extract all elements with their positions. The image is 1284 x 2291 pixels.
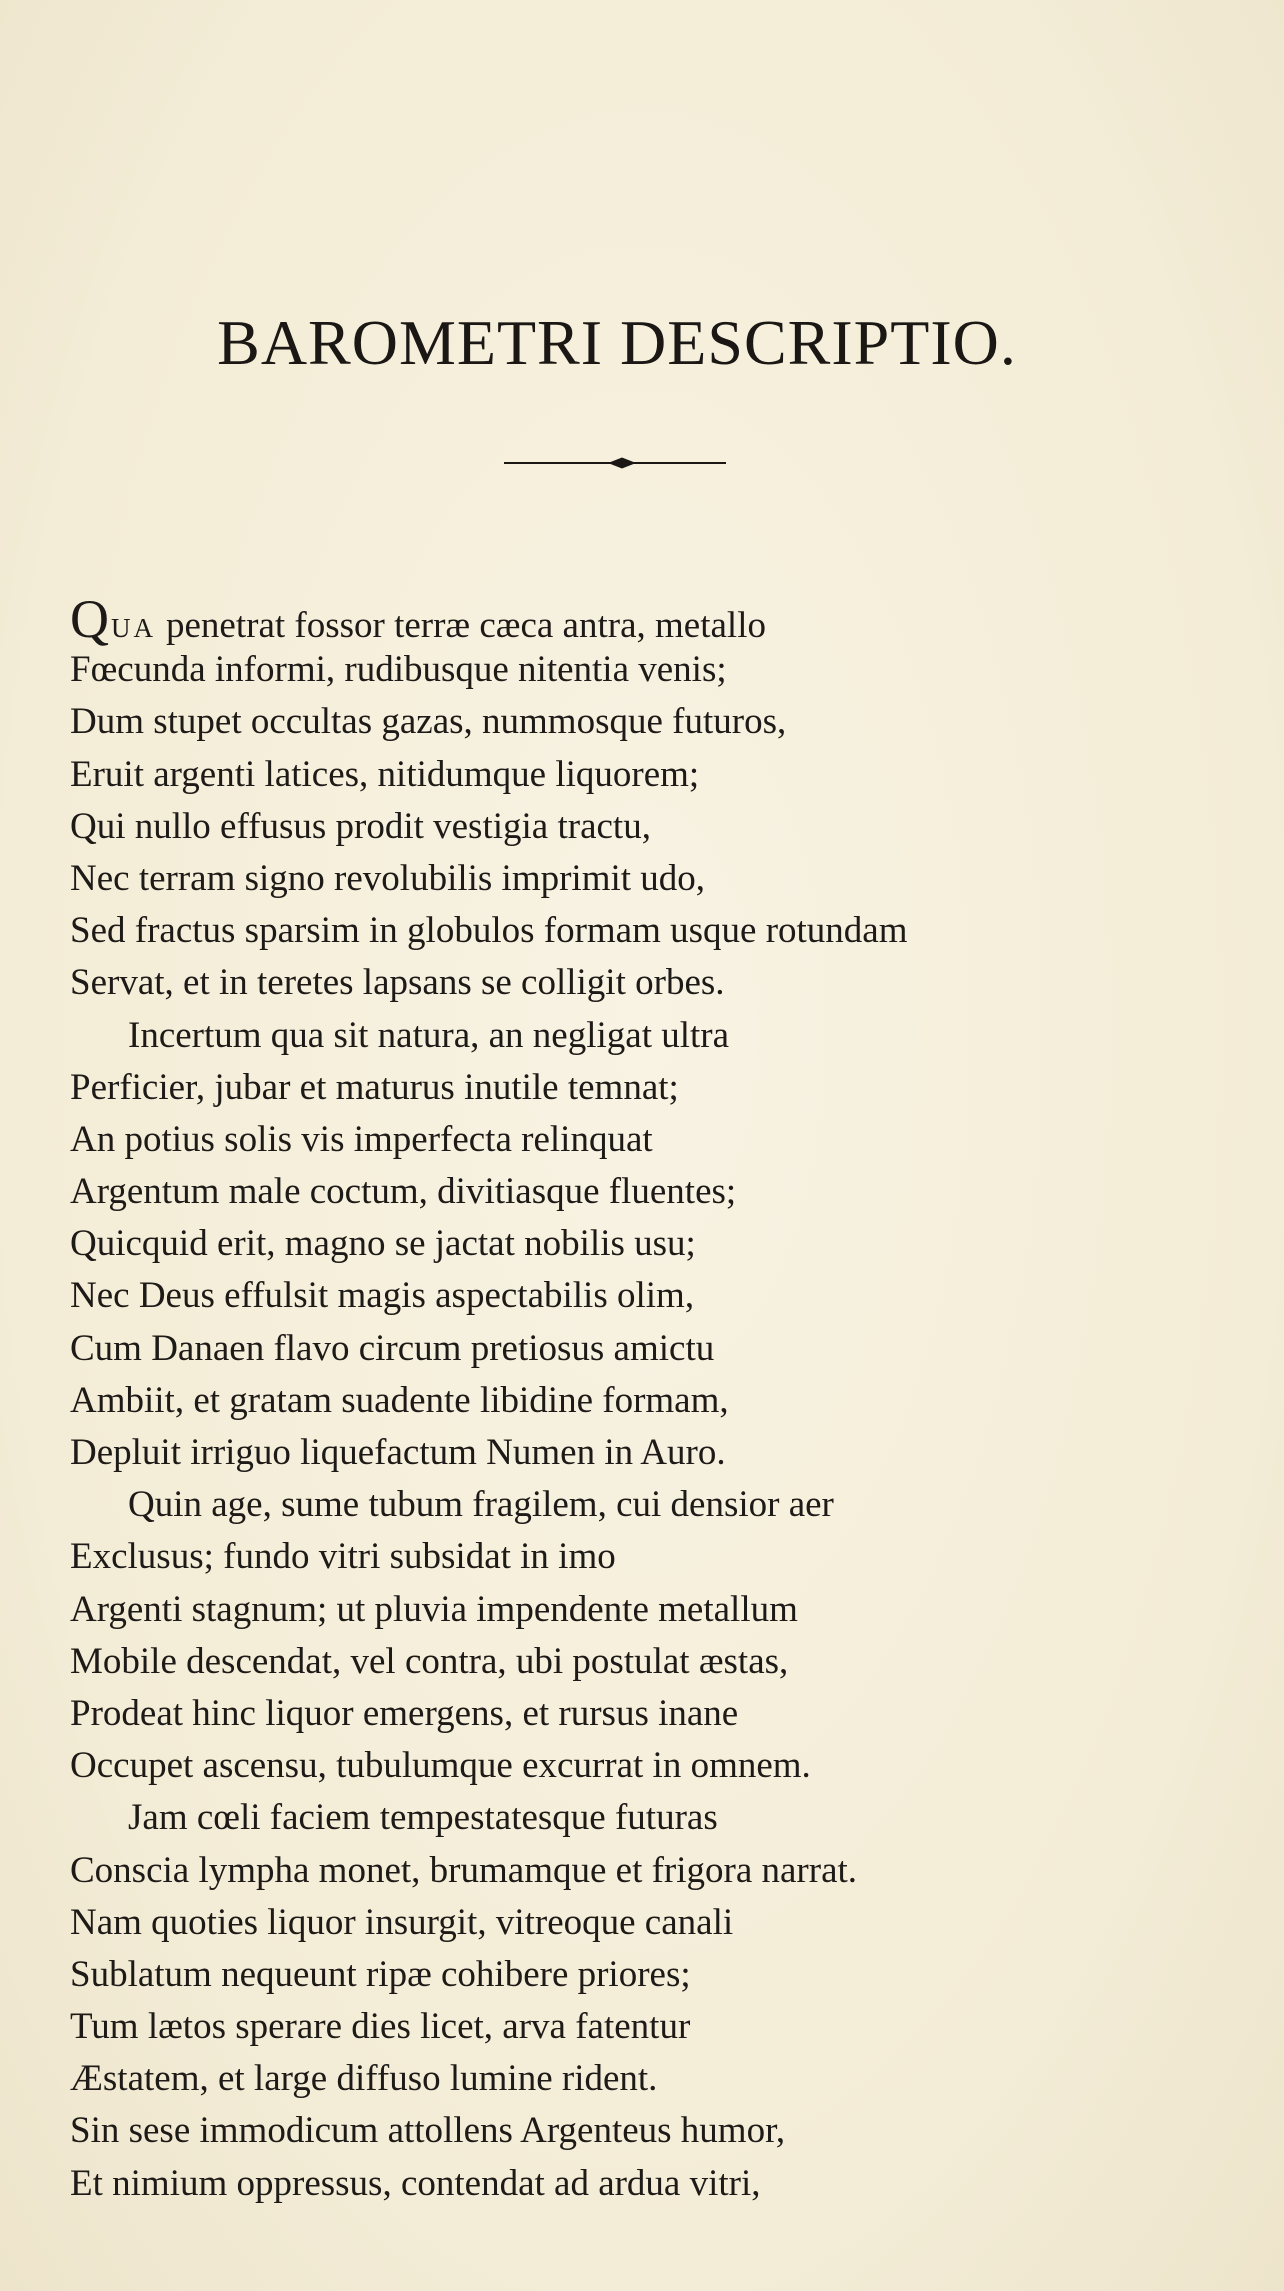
poem-line: Dum stupet occultas gazas, nummosque futuros,	[70, 701, 787, 743]
poem-line: Cum Danaen flavo circum pretiosus amictu	[70, 1327, 715, 1369]
poem-line: Fœcunda informi, rudibusque nitentia venis;	[70, 649, 727, 691]
small-caps-word: UA	[111, 613, 156, 643]
poem-line: Argenti stagnum; ut pluvia impendente metallum	[70, 1588, 798, 1630]
poem-line-first	[70, 589, 1280, 649]
poem-line: Quicquid erit, magno se jactat nobilis usu;	[70, 1223, 696, 1265]
poem-line: Argentum male coctum, divitiasque fluentes;	[70, 1171, 737, 1213]
poem-line: Jam cœli faciem tempestatesque futuras	[128, 1797, 718, 1839]
poem-line: Ambiit, et gratam suadente libidine formam,	[70, 1379, 729, 1421]
poem-line: An potius solis vis imperfecta relinquat	[70, 1118, 653, 1160]
poem-line: Sed fractus sparsim in globulos formam usque rotundam	[70, 910, 908, 952]
poem-line: Prodeat hinc liquor emergens, et rursus inane	[70, 1692, 739, 1734]
poem-line: Sin sese immodicum attollens Argenteus humor,	[70, 2110, 786, 2152]
poem-line: Mobile descendat, vel contra, ubi postulat æstas,	[70, 1640, 789, 1682]
poem-line: Perficier, jubar et maturus inutile temnat;	[70, 1066, 679, 1108]
page-title: BAROMETRI DESCRIPTIO.	[217, 306, 1017, 378]
poem-line: Nam quoties liquor insurgit, vitreoque canali	[70, 1901, 734, 1943]
poem-line: Occupet ascensu, tubulumque excurrat in omnem.	[70, 1745, 811, 1787]
poem-line: Incertum qua sit natura, an negligat ultra	[128, 1014, 730, 1056]
poem-line: Qui nullo effusus prodit vestigia tractu,	[70, 805, 651, 847]
poem-line: Conscia lympha monet, brumamque et frigora narrat.	[70, 1849, 858, 1891]
ornament-lozenge-icon	[608, 457, 636, 469]
drop-capital: Q	[70, 589, 109, 649]
poem-line: Et nimium oppressus, contendat ad ardua vitri,	[70, 2162, 761, 2204]
first-line-text: penetrat fossor terræ cæca antra, metallo	[166, 605, 766, 646]
poem-line: Eruit argenti latices, nitidumque liquorem;	[70, 753, 700, 795]
poem-line: Sublatum nequeunt ripæ cohibere priores;	[70, 1953, 691, 1995]
poem-line: Depluit irriguo liquefactum Numen in Auro.	[70, 1432, 726, 1473]
poem-line: Quin age, sume tubum fragilem, cui densior aer	[128, 1484, 834, 1526]
poem-line: Tum lætos sperare dies licet, arva fatentur	[70, 2006, 691, 2048]
poem-line: Æstatem, et large diffuso lumine rident.	[70, 2058, 658, 2100]
poem-lines	[70, 644, 1280, 2210]
poem-line: Nec terram signo revolubilis imprimit udo,	[70, 857, 706, 899]
poem-line: Nec Deus effulsit magis aspectabilis olim,	[70, 1275, 695, 1317]
poem-line: Exclusus; fundo vitri subsidat in imo	[70, 1536, 616, 1578]
title-ornament-rule	[504, 456, 726, 470]
poem-line: Servat, et in teretes lapsans se colligit orbes.	[70, 962, 725, 1004]
poem-text	[70, 589, 1280, 2210]
